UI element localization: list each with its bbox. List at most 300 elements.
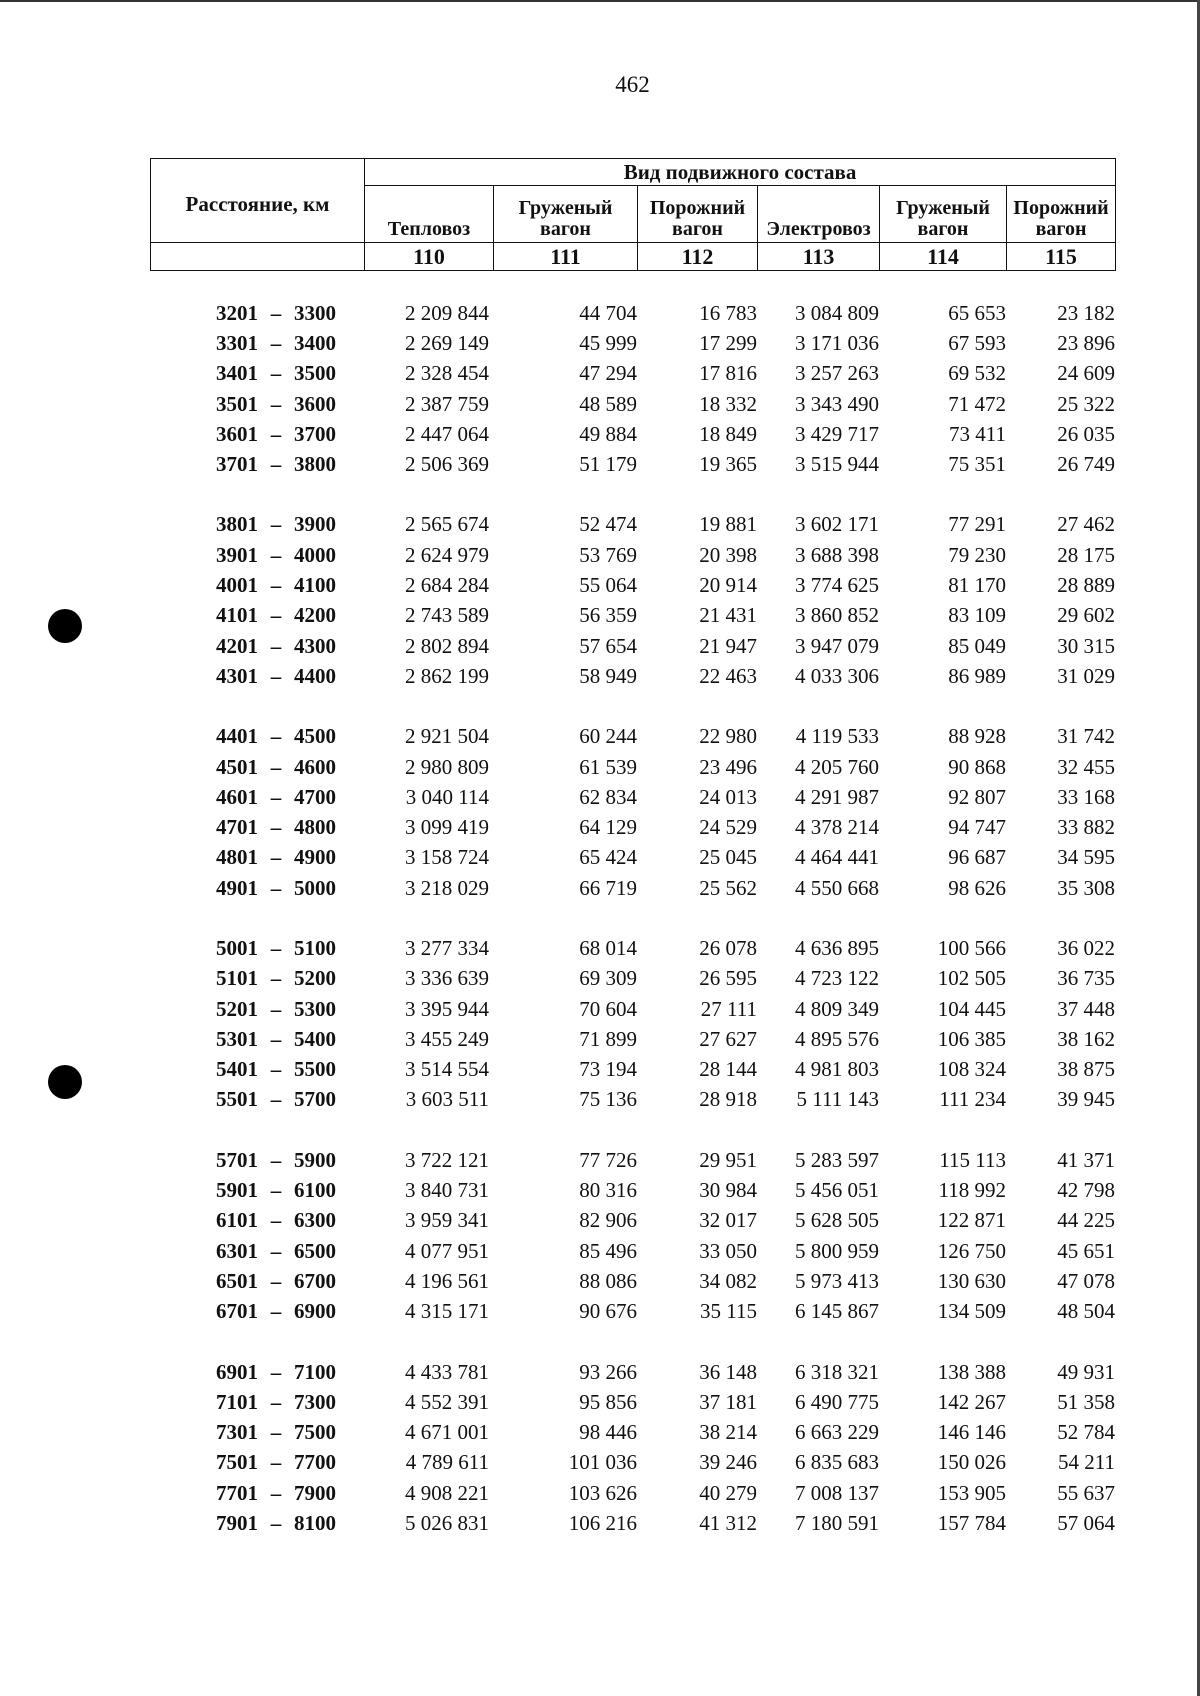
table-row <box>150 389 1115 419</box>
range-dash: – <box>270 996 282 1021</box>
value-cell-114: 106 385 <box>937 1026 1006 1051</box>
value-cell-113: 4 636 895 <box>795 935 879 960</box>
value-cell-114: 79 230 <box>948 542 1006 567</box>
distance-to: 4300 <box>294 633 336 658</box>
value-cell-114: 92 807 <box>948 784 1006 809</box>
value-cell-113: 4 119 533 <box>795 724 879 749</box>
value-cell-114: 126 750 <box>937 1238 1006 1263</box>
table-row <box>150 994 1115 1024</box>
value-cell-112: 38 214 <box>699 1420 757 1445</box>
value-cell-112: 25 045 <box>699 845 757 870</box>
value-cell-115: 39 945 <box>1057 1087 1115 1112</box>
column-header-111: Груженый вагон <box>494 186 638 243</box>
distance-range <box>150 994 364 1024</box>
distance-to: 8100 <box>294 1511 336 1536</box>
distance-to: 5500 <box>294 1057 336 1082</box>
value-cell-111: 44 704 <box>579 300 637 325</box>
distance-range <box>150 1206 364 1236</box>
distance-from: 3601 <box>216 421 258 446</box>
distance-to: 4400 <box>294 663 336 688</box>
value-cell-110: 3 603 511 <box>405 1087 489 1112</box>
group-spacer-cell <box>150 1327 1115 1357</box>
distance-range <box>150 328 364 358</box>
range-dash: – <box>270 1026 282 1051</box>
value-cell-111: 93 266 <box>579 1359 637 1384</box>
distance-from: 7301 <box>216 1420 258 1445</box>
value-cell-114: 118 992 <box>938 1178 1006 1203</box>
value-cell-113: 3 084 809 <box>795 300 879 325</box>
value-cell-112: 27 627 <box>699 1026 757 1051</box>
distance-range <box>150 873 364 903</box>
value-cell-111: 101 036 <box>568 1450 637 1475</box>
distance-to: 6300 <box>294 1208 336 1233</box>
range-dash: – <box>270 966 282 991</box>
table-row <box>150 1478 1115 1508</box>
distance-to: 7100 <box>294 1359 336 1384</box>
value-cell-114: 108 324 <box>937 1057 1006 1082</box>
value-cell-113: 4 809 349 <box>795 996 879 1021</box>
value-cell-114: 85 049 <box>948 633 1006 658</box>
value-cell-112: 21 431 <box>699 603 757 628</box>
value-cell-110: 4 671 001 <box>405 1420 489 1445</box>
value-cell-115: 41 371 <box>1057 1147 1115 1172</box>
table-row <box>150 722 1115 752</box>
distance-from: 6901 <box>216 1359 258 1384</box>
range-dash: – <box>270 542 282 567</box>
table-header <box>150 158 1116 271</box>
value-cell-114: 75 351 <box>948 452 1006 477</box>
distance-to: 5200 <box>294 966 336 991</box>
value-cell-113: 5 456 051 <box>795 1178 879 1203</box>
value-cell-112: 22 463 <box>699 663 757 688</box>
value-cell-115: 54 211 <box>1058 1450 1115 1475</box>
table-row <box>150 964 1115 994</box>
range-dash: – <box>270 1147 282 1172</box>
value-cell-115: 37 448 <box>1057 996 1115 1021</box>
value-cell-115: 36 022 <box>1057 935 1115 960</box>
value-cell-110: 4 077 951 <box>405 1238 489 1263</box>
distance-range <box>150 722 364 752</box>
value-cell-114: 150 026 <box>937 1450 1006 1475</box>
distance-range <box>150 1266 364 1296</box>
distance-range <box>150 298 364 328</box>
table-row <box>150 933 1115 963</box>
value-cell-110: 2 862 199 <box>405 663 489 688</box>
distance-from: 5701 <box>216 1147 258 1172</box>
value-cell-110: 4 315 171 <box>405 1299 489 1324</box>
value-cell-113: 7 180 591 <box>795 1511 879 1536</box>
value-cell-113: 4 723 122 <box>795 966 879 991</box>
value-cell-114: 71 472 <box>948 391 1006 416</box>
value-cell-110: 2 269 149 <box>405 330 489 355</box>
value-cell-113: 6 835 683 <box>795 1450 879 1475</box>
scan-edge-top <box>0 0 1200 2</box>
distance-to: 5700 <box>294 1087 336 1112</box>
value-cell-111: 77 726 <box>579 1147 637 1172</box>
distance-to: 7300 <box>294 1389 336 1414</box>
distance-to: 5300 <box>294 996 336 1021</box>
distance-to: 4700 <box>294 784 336 809</box>
distance-range <box>150 1175 364 1205</box>
page-number: 462 <box>615 72 650 97</box>
column-header-114: Груженый вагон <box>880 186 1007 243</box>
value-cell-110: 2 980 809 <box>405 754 489 779</box>
value-cell-113: 3 602 171 <box>795 512 879 537</box>
distance-range <box>150 449 364 479</box>
column-header-113: Электровоз <box>758 186 880 243</box>
distance-range <box>150 964 364 994</box>
value-cell-110: 3 514 554 <box>405 1057 489 1082</box>
distance-to: 4000 <box>294 542 336 567</box>
rolling-stock-type-header: Вид подвижного состава <box>365 159 1116 186</box>
value-cell-113: 3 429 717 <box>795 421 879 446</box>
distance-range <box>150 752 364 782</box>
value-cell-111: 80 316 <box>579 1178 637 1203</box>
distance-header: Расстояние, км <box>151 159 365 243</box>
distance-from: 5501 <box>216 1087 258 1112</box>
column-header-112: Порожний вагон <box>638 186 758 243</box>
value-cell-112: 28 144 <box>699 1057 757 1082</box>
value-cell-110: 2 565 674 <box>405 512 489 537</box>
table-row <box>150 1236 1115 1266</box>
table-row <box>150 419 1115 449</box>
range-dash: – <box>270 603 282 628</box>
value-cell-112: 24 529 <box>699 815 757 840</box>
table-row <box>150 1175 1115 1205</box>
value-cell-114: 73 411 <box>949 421 1006 446</box>
value-cell-110: 2 506 369 <box>405 452 489 477</box>
table-row <box>150 1418 1115 1448</box>
table-row <box>150 540 1115 570</box>
value-cell-111: 73 194 <box>579 1057 637 1082</box>
table-row <box>150 812 1115 842</box>
value-cell-111: 45 999 <box>579 330 637 355</box>
distance-to: 5400 <box>294 1026 336 1051</box>
value-cell-114: 83 109 <box>948 603 1006 628</box>
value-cell-112: 40 279 <box>699 1480 757 1505</box>
value-cell-115: 27 462 <box>1057 512 1115 537</box>
value-cell-115: 55 637 <box>1057 1480 1115 1505</box>
distance-to: 3800 <box>294 452 336 477</box>
value-cell-110: 3 840 731 <box>405 1178 489 1203</box>
table-row <box>150 782 1115 812</box>
range-dash: – <box>270 1268 282 1293</box>
group-spacer <box>150 692 1115 722</box>
value-cell-113: 4 205 760 <box>795 754 879 779</box>
value-cell-112: 19 365 <box>699 452 757 477</box>
distance-from: 6101 <box>216 1208 258 1233</box>
column-number-112: 112 <box>638 243 758 271</box>
value-cell-115: 32 455 <box>1057 754 1115 779</box>
distance-from: 4401 <box>216 724 258 749</box>
distance-from: 3901 <box>216 542 258 567</box>
value-cell-111: 49 884 <box>579 421 637 446</box>
value-cell-112: 26 595 <box>699 966 757 991</box>
value-cell-110: 2 802 894 <box>405 633 489 658</box>
table-row <box>150 1448 1115 1478</box>
table-row <box>150 510 1115 540</box>
table-row <box>150 1508 1115 1538</box>
value-cell-114: 115 113 <box>939 1147 1006 1172</box>
table-row <box>150 1085 1115 1115</box>
distance-range <box>150 1448 364 1478</box>
value-cell-111: 106 216 <box>568 1511 637 1536</box>
value-cell-115: 35 308 <box>1057 875 1115 900</box>
value-cell-112: 21 947 <box>699 633 757 658</box>
table-row <box>150 601 1115 631</box>
value-cell-112: 37 181 <box>699 1389 757 1414</box>
distance-from: 4901 <box>216 875 258 900</box>
distance-header-blank <box>151 243 365 271</box>
distance-from: 7701 <box>216 1480 258 1505</box>
value-cell-112: 23 496 <box>699 754 757 779</box>
value-cell-112: 28 918 <box>699 1087 757 1112</box>
distance-range <box>150 782 364 812</box>
value-cell-115: 23 896 <box>1057 330 1115 355</box>
value-cell-114: 65 653 <box>948 300 1006 325</box>
value-cell-110: 3 336 639 <box>405 966 489 991</box>
table-row <box>150 661 1115 691</box>
distance-range <box>150 1145 364 1175</box>
distance-to: 4900 <box>294 845 336 870</box>
distance-from: 5001 <box>216 935 258 960</box>
value-cell-113: 6 145 867 <box>795 1299 879 1324</box>
distance-to: 4200 <box>294 603 336 628</box>
value-cell-112: 20 398 <box>699 542 757 567</box>
distance-range <box>150 601 364 631</box>
value-cell-114: 81 170 <box>948 573 1006 598</box>
column-header-110: Тепловоз <box>365 186 494 243</box>
value-cell-110: 3 959 341 <box>405 1208 489 1233</box>
range-dash: – <box>270 512 282 537</box>
table-row <box>150 1387 1115 1417</box>
distance-to: 4600 <box>294 754 336 779</box>
value-cell-111: 90 676 <box>579 1299 637 1324</box>
value-cell-110: 3 395 944 <box>405 996 489 1021</box>
range-dash: – <box>270 1087 282 1112</box>
value-cell-115: 23 182 <box>1057 300 1115 325</box>
value-cell-111: 60 244 <box>579 724 637 749</box>
value-cell-112: 19 881 <box>699 512 757 537</box>
group-spacer-cell <box>150 1115 1115 1145</box>
distance-range <box>150 1387 364 1417</box>
table-row <box>150 328 1115 358</box>
value-cell-115: 36 735 <box>1057 966 1115 991</box>
value-cell-115: 33 168 <box>1057 784 1115 809</box>
value-cell-114: 67 593 <box>948 330 1006 355</box>
table-row <box>150 298 1115 328</box>
distance-range <box>150 540 364 570</box>
value-cell-112: 36 148 <box>699 1359 757 1384</box>
value-cell-110: 2 684 284 <box>405 573 489 598</box>
punch-hole <box>48 1065 82 1099</box>
group-spacer <box>150 1115 1115 1145</box>
value-cell-110: 2 624 979 <box>405 542 489 567</box>
value-cell-114: 98 626 <box>948 875 1006 900</box>
value-cell-110: 4 552 391 <box>405 1389 489 1414</box>
value-cell-111: 95 856 <box>579 1389 637 1414</box>
distance-from: 4801 <box>216 845 258 870</box>
range-dash: – <box>270 300 282 325</box>
distance-to: 3600 <box>294 391 336 416</box>
value-cell-114: 86 989 <box>948 663 1006 688</box>
group-spacer <box>150 480 1115 510</box>
value-cell-113: 4 550 668 <box>795 875 879 900</box>
value-cell-111: 65 424 <box>579 845 637 870</box>
distance-range <box>150 933 364 963</box>
range-dash: – <box>270 784 282 809</box>
value-cell-112: 27 111 <box>700 996 757 1021</box>
range-dash: – <box>270 330 282 355</box>
value-cell-113: 5 800 959 <box>795 1238 879 1263</box>
distance-from: 4301 <box>216 663 258 688</box>
value-cell-115: 38 875 <box>1057 1057 1115 1082</box>
value-cell-113: 4 291 987 <box>795 784 879 809</box>
value-cell-112: 32 017 <box>699 1208 757 1233</box>
range-dash: – <box>270 875 282 900</box>
distance-from: 3301 <box>216 330 258 355</box>
distance-to: 3300 <box>294 300 336 325</box>
value-cell-115: 57 064 <box>1057 1511 1115 1536</box>
distance-to: 5900 <box>294 1147 336 1172</box>
value-cell-110: 3 040 114 <box>405 784 489 809</box>
range-dash: – <box>270 935 282 960</box>
value-cell-110: 3 455 249 <box>405 1026 489 1051</box>
range-dash: – <box>270 815 282 840</box>
column-header-115: Порожний вагон <box>1007 186 1116 243</box>
value-cell-113: 4 033 306 <box>795 663 879 688</box>
distance-from: 3501 <box>216 391 258 416</box>
value-cell-110: 2 921 504 <box>405 724 489 749</box>
range-dash: – <box>270 724 282 749</box>
table-row <box>150 359 1115 389</box>
value-cell-114: 142 267 <box>937 1389 1006 1414</box>
distance-to: 6900 <box>294 1299 336 1324</box>
value-cell-113: 6 663 229 <box>795 1420 879 1445</box>
distance-from: 4101 <box>216 603 258 628</box>
value-cell-111: 66 719 <box>579 875 637 900</box>
value-cell-111: 48 589 <box>579 391 637 416</box>
tariff-table <box>150 298 1115 1539</box>
distance-from: 4601 <box>216 784 258 809</box>
value-cell-115: 52 784 <box>1057 1420 1115 1445</box>
value-cell-114: 90 868 <box>948 754 1006 779</box>
value-cell-113: 4 981 803 <box>795 1057 879 1082</box>
value-cell-111: 70 604 <box>579 996 637 1021</box>
distance-from: 7101 <box>216 1389 258 1414</box>
value-cell-111: 75 136 <box>579 1087 637 1112</box>
group-spacer-cell <box>150 480 1115 510</box>
value-cell-110: 3 277 334 <box>405 935 489 960</box>
value-cell-110: 3 722 121 <box>405 1147 489 1172</box>
distance-range <box>150 389 364 419</box>
value-cell-112: 18 849 <box>699 421 757 446</box>
distance-range <box>150 1024 364 1054</box>
value-cell-114: 153 905 <box>937 1480 1006 1505</box>
value-cell-112: 39 246 <box>699 1450 757 1475</box>
group-spacer <box>150 903 1115 933</box>
value-cell-111: 68 014 <box>579 935 637 960</box>
value-cell-111: 47 294 <box>579 361 637 386</box>
distance-from: 4201 <box>216 633 258 658</box>
value-cell-112: 33 050 <box>699 1238 757 1263</box>
distance-from: 4701 <box>216 815 258 840</box>
range-dash: – <box>270 391 282 416</box>
column-number-114: 114 <box>880 243 1007 271</box>
value-cell-111: 98 446 <box>579 1420 637 1445</box>
value-cell-115: 26 035 <box>1057 421 1115 446</box>
distance-range <box>150 359 364 389</box>
value-cell-111: 53 769 <box>579 542 637 567</box>
value-cell-115: 51 358 <box>1057 1389 1115 1414</box>
distance-to: 6100 <box>294 1178 336 1203</box>
range-dash: – <box>270 1057 282 1082</box>
value-cell-113: 6 318 321 <box>795 1359 879 1384</box>
value-cell-112: 24 013 <box>699 784 757 809</box>
value-cell-115: 34 595 <box>1057 845 1115 870</box>
table-row <box>150 873 1115 903</box>
value-cell-111: 56 359 <box>579 603 637 628</box>
table-row <box>150 1266 1115 1296</box>
range-dash: – <box>270 361 282 386</box>
distance-range <box>150 661 364 691</box>
value-cell-113: 3 688 398 <box>795 542 879 567</box>
value-cell-114: 122 871 <box>937 1208 1006 1233</box>
column-number-111: 111 <box>494 243 638 271</box>
range-dash: – <box>270 1480 282 1505</box>
distance-to: 4800 <box>294 815 336 840</box>
value-cell-112: 22 980 <box>699 724 757 749</box>
distance-to: 7700 <box>294 1450 336 1475</box>
distance-from: 6301 <box>216 1238 258 1263</box>
value-cell-115: 42 798 <box>1057 1178 1115 1203</box>
distance-from: 5201 <box>216 996 258 1021</box>
value-cell-115: 24 609 <box>1057 361 1115 386</box>
value-cell-111: 82 906 <box>579 1208 637 1233</box>
value-cell-113: 3 171 036 <box>795 330 879 355</box>
value-cell-113: 4 895 576 <box>795 1026 879 1051</box>
group-spacer-cell <box>150 692 1115 722</box>
group-spacer <box>150 1327 1115 1357</box>
value-cell-111: 71 899 <box>579 1026 637 1051</box>
distance-from: 3801 <box>216 512 258 537</box>
range-dash: – <box>270 1178 282 1203</box>
value-cell-115: 38 162 <box>1057 1026 1115 1051</box>
distance-range <box>150 570 364 600</box>
value-cell-113: 7 008 137 <box>795 1480 879 1505</box>
value-cell-113: 5 111 143 <box>796 1087 879 1112</box>
value-cell-113: 6 490 775 <box>795 1389 879 1414</box>
value-cell-113: 5 628 505 <box>795 1208 879 1233</box>
distance-from: 3201 <box>216 300 258 325</box>
value-cell-110: 2 743 589 <box>405 603 489 628</box>
distance-range <box>150 1236 364 1266</box>
distance-from: 5101 <box>216 966 258 991</box>
distance-to: 3900 <box>294 512 336 537</box>
value-cell-113: 5 283 597 <box>795 1147 879 1172</box>
value-cell-110: 3 158 724 <box>405 845 489 870</box>
range-dash: – <box>270 421 282 446</box>
value-cell-115: 31 029 <box>1057 663 1115 688</box>
value-cell-111: 69 309 <box>579 966 637 991</box>
value-cell-114: 88 928 <box>948 724 1006 749</box>
distance-to: 7500 <box>294 1420 336 1445</box>
value-cell-114: 130 630 <box>937 1268 1006 1293</box>
value-cell-111: 64 129 <box>579 815 637 840</box>
value-cell-115: 45 651 <box>1057 1238 1115 1263</box>
value-cell-110: 2 328 454 <box>405 361 489 386</box>
distance-to: 3500 <box>294 361 336 386</box>
